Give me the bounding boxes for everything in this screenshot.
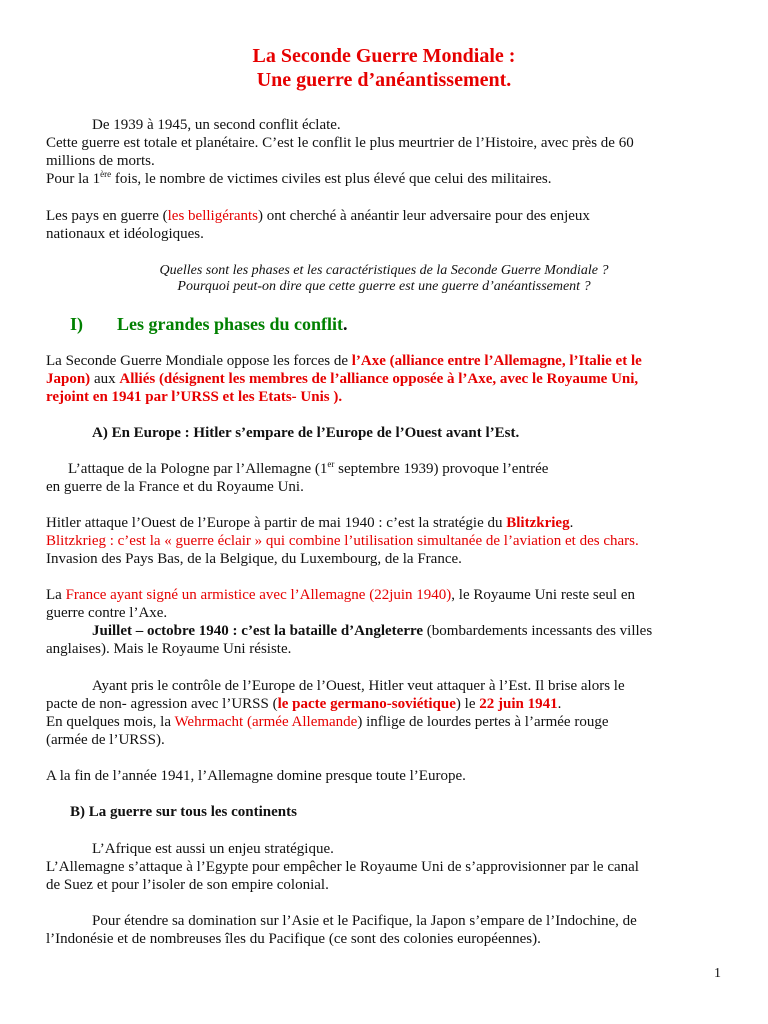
body-line xyxy=(46,352,642,370)
section-number: I) xyxy=(70,314,83,334)
body-line xyxy=(92,622,652,640)
intro-line xyxy=(46,170,551,188)
body-line xyxy=(46,695,561,713)
body-line xyxy=(68,460,548,478)
highlight-term: le pacte germano-soviétique xyxy=(277,696,456,712)
document-title-line-2: Une guerre d’anéantissement. xyxy=(256,69,512,91)
text-run: La xyxy=(46,587,66,603)
body-line: (armée de l’URSS). xyxy=(46,732,165,748)
document-title-line-1: La Seconde Guerre Mondiale : xyxy=(252,45,516,67)
body-line: L’Allemagne s’attaque à l’Egypte pour empêcher le Royaume Uni de s’approvisionner par le canal xyxy=(46,859,639,875)
text-run: septembre 1939) provoque l’entrée xyxy=(334,461,549,477)
highlight-term: Wehrmacht (armée Allemande xyxy=(174,714,358,730)
highlight-term: France ayant signé un armistice avec l’Allemagne (22juin 1940) xyxy=(65,587,452,603)
subsection-heading-b: B) La guerre sur tous les continents xyxy=(70,804,297,820)
text-run: , le Royaume Uni reste seul en xyxy=(451,587,635,603)
subsection-heading-a: A) En Europe : Hitler s’empare de l’Europe de l’Ouest avant l’Est. xyxy=(92,425,520,441)
body-line xyxy=(46,514,573,532)
highlight-term: Blitzkrieg xyxy=(506,515,570,531)
section-title: Les grandes phases du conflit xyxy=(117,314,344,334)
highlight-term: les belligérants xyxy=(167,208,259,224)
text-run: ) le xyxy=(455,696,480,712)
body-line: A la fin de l’année 1941, l’Allemagne domine presque toute l’Europe. xyxy=(46,768,466,784)
body-line xyxy=(46,713,608,731)
text-run: . xyxy=(569,515,574,531)
problem-question: Quelles sont les phases et les caractéristiques de la Seconde Guerre Mondiale ? xyxy=(159,263,609,278)
highlight-term: Japon) xyxy=(46,371,91,387)
text-run: (bombardements incessants des villes xyxy=(423,623,653,639)
superscript: ère xyxy=(100,169,112,179)
body-line xyxy=(46,586,635,604)
definition-line: Blitzkrieg : c’est la « guerre éclair » qui combine l’utilisation simultanée de l’aviation et des chars. xyxy=(46,533,639,549)
body-line: rejoint en 1941 par l’URSS et les Etats- Unis ). xyxy=(46,389,343,405)
text-run: pacte de non- agression avec l’URSS ( xyxy=(46,696,278,712)
intro-line xyxy=(46,207,590,225)
page-number: 1 xyxy=(714,966,721,981)
intro-line: Cette guerre est totale et planétaire. C’est le conflit le plus meurtrier de l’Histoire, avec près de 60 xyxy=(46,135,634,151)
text-run: aux xyxy=(90,371,120,387)
body-line: guerre contre l’Axe. xyxy=(46,605,168,621)
body-line: Ayant pris le contrôle de l’Europe de l’Ouest, Hitler veut attaquer à l’Est. Il brise alors le xyxy=(92,678,625,694)
text-run: Hitler attaque l’Ouest de l’Europe à partir de mai 1940 : c’est la stratégie du xyxy=(46,515,507,531)
highlight-term: Alliés (désignent les membres de l’alliance opposée à l’Axe, avec le Royaume Uni, xyxy=(119,371,639,387)
body-line: Invasion des Pays Bas, de la Belgique, du Luxembourg, de la France. xyxy=(46,551,462,567)
text-run: L’attaque de la Pologne par l’Allemagne (1 xyxy=(68,461,328,477)
intro-line: nationaux et idéologiques. xyxy=(46,226,204,242)
text-run: En quelques mois, la xyxy=(46,714,175,730)
intro-line: De 1939 à 1945, un second conflit éclate. xyxy=(92,117,341,133)
section-title-dot: . xyxy=(343,314,348,334)
body-line: anglaises). Mais le Royaume Uni résiste. xyxy=(46,641,292,657)
body-line: de Suez et pour l’isoler de son empire colonial. xyxy=(46,877,329,893)
body-line xyxy=(46,370,638,388)
text-run: . xyxy=(557,696,562,712)
intro-line: millions de morts. xyxy=(46,153,155,169)
text-run: Pour la 1 xyxy=(46,171,101,187)
highlight-date: 22 juin 1941 xyxy=(479,696,558,712)
text-run: La Seconde Guerre Mondiale oppose les forces de xyxy=(46,353,352,369)
text-run: fois, le nombre de victimes civiles est plus élevé que celui des militaires. xyxy=(111,171,552,187)
bold-term: Juillet – octobre 1940 : c’est la bataille d’Angleterre xyxy=(92,623,424,639)
text-run: en guerre de la France et du Royaume Uni. xyxy=(46,479,304,495)
problem-question: Pourquoi peut-on dire que cette guerre est une guerre d’anéantissement ? xyxy=(177,279,591,294)
body-line: L’Afrique est aussi un enjeu stratégique. xyxy=(92,841,334,857)
text-run: Les pays en guerre ( xyxy=(46,208,168,224)
body-line: Pour étendre sa domination sur l’Asie et le Pacifique, la Japon s’empare de l’Indochine, de xyxy=(92,913,637,929)
text-run: ) ont cherché à anéantir leur adversaire pour des enjeux xyxy=(258,208,590,224)
highlight-term: l’Axe (alliance entre l’Allemagne, l’Italie et le xyxy=(351,353,642,369)
body-line: l’Indonésie et de nombreuses îles du Pacifique (ce sont des colonies européennes). xyxy=(46,931,541,947)
body-line xyxy=(46,478,304,496)
superscript: er xyxy=(327,459,335,469)
section-heading xyxy=(117,315,348,333)
text-run: ) inflige de lourdes pertes à l’armée rouge xyxy=(357,714,609,730)
